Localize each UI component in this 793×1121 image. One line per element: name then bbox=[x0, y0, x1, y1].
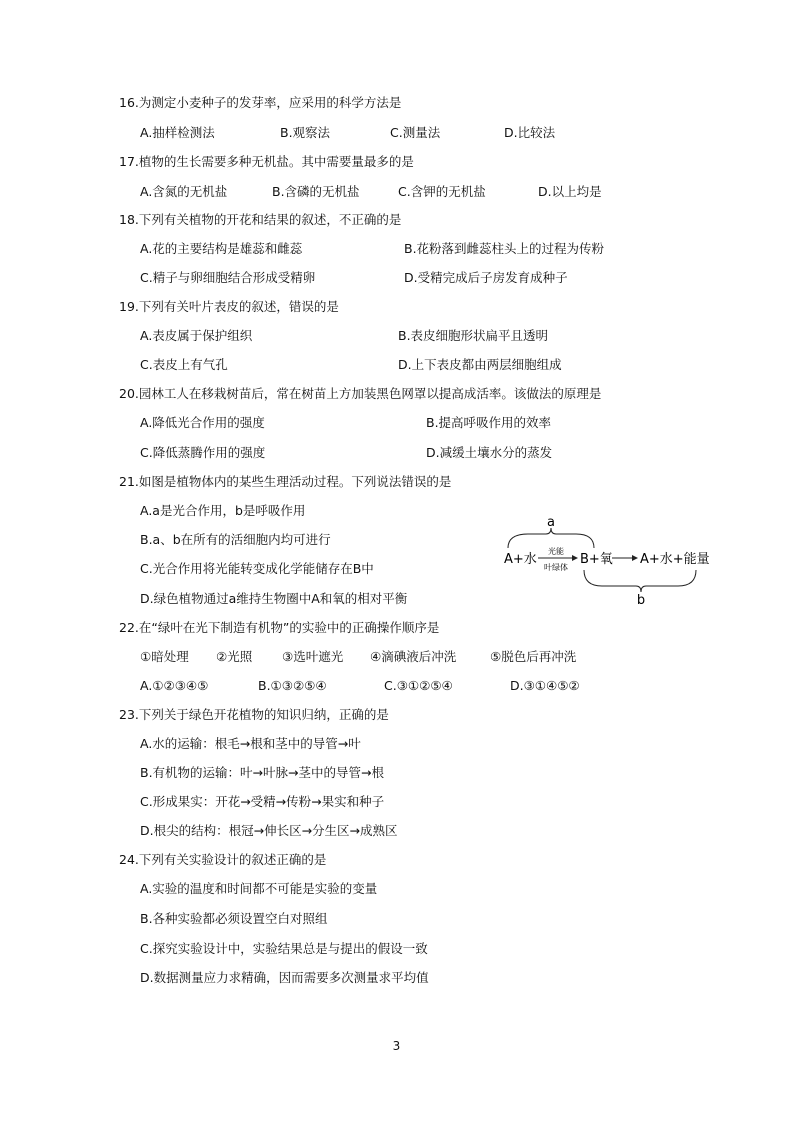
q19-option-a: A.表皮属于保护组织 bbox=[140, 328, 253, 343]
q24-option-b: B.各种实验都必须设置空白对照组 bbox=[140, 911, 328, 926]
q18-option-c: C.精子与卵细胞结合形成受精卵 bbox=[140, 270, 316, 285]
q18-option-a: A.花的主要结构是雄蕊和雌蕊 bbox=[140, 241, 303, 256]
diagram-label-b: b bbox=[636, 593, 646, 608]
q23-option-c: C.形成果实：开花→受精→传粉→果实和种子 bbox=[140, 794, 385, 809]
question-19-stem: 19.下列有关叶片表皮的叙述，错误的是 bbox=[119, 299, 339, 314]
question-17-stem: 17.植物的生长需要多种无机盐。其中需要量最多的是 bbox=[119, 154, 414, 169]
diagram-arrow-1-head bbox=[572, 555, 578, 561]
q22-step-5: ⑤脱色后再冲洗 bbox=[490, 649, 577, 664]
q22-step-3: ③选叶遮光 bbox=[282, 649, 344, 664]
photosynthesis-respiration-diagram bbox=[498, 512, 718, 608]
question-23-stem: 23.下列关于绿色开花植物的知识归纳，正确的是 bbox=[119, 707, 389, 722]
q24-option-d: D.数据测量应力求精确，因而需要多次测量求平均值 bbox=[140, 970, 429, 985]
q16-option-b: B.观察法 bbox=[280, 125, 331, 140]
q20-option-a: A.降低光合作用的强度 bbox=[140, 415, 265, 430]
q16-option-c: C.测量法 bbox=[390, 125, 441, 140]
q21-option-c: C.光合作用将光能转变成化学能储存在B中 bbox=[140, 561, 374, 576]
diagram-brace-bottom bbox=[584, 570, 696, 592]
q22-option-b: B.①③②⑤④ bbox=[258, 678, 327, 693]
diagram-arrow-2-head bbox=[632, 555, 638, 561]
q22-step-2: ②光照 bbox=[216, 649, 253, 664]
q18-option-d: D.受精完成后子房发育成种子 bbox=[404, 270, 568, 285]
q23-option-b: B.有机物的运输：叶→叶脉→茎中的导管→根 bbox=[140, 765, 384, 780]
q20-option-b: B.提高呼吸作用的效率 bbox=[426, 415, 552, 430]
question-20-stem: 20.园林工人在移栽树苗后，常在树苗上方加装黑色网罩以提高成活率。该做法的原理是 bbox=[119, 386, 602, 401]
q22-step-1: ①暗处理 bbox=[140, 649, 189, 664]
q22-step-4: ④滴碘液后冲洗 bbox=[370, 649, 457, 664]
q19-option-b: B.表皮细胞形状扁平且透明 bbox=[398, 328, 549, 343]
q17-option-a: A.含氮的无机盐 bbox=[140, 184, 228, 199]
q23-option-d: D.根尖的结构：根冠→伸长区→分生区→成熟区 bbox=[140, 823, 398, 838]
q17-option-b: B.含磷的无机盐 bbox=[272, 184, 360, 199]
q21-option-d: D.绿色植物通过a维持生物圈中A和氧的相对平衡 bbox=[140, 591, 408, 606]
q18-option-b: B.花粉落到雌蕊柱头上的过程为传粉 bbox=[404, 241, 605, 256]
question-24-stem: 24.下列有关实验设计的叙述正确的是 bbox=[119, 852, 327, 867]
q24-option-a: A.实验的温度和时间都不可能是实验的变量 bbox=[140, 881, 378, 896]
diagram-arrow-bottom-label: 叶绿体 bbox=[544, 563, 568, 572]
q22-option-c: C.③①②⑤④ bbox=[384, 678, 453, 693]
q24-option-c: C.探究实验设计中，实验结果总是与提出的假设一致 bbox=[140, 941, 428, 956]
q19-option-d: D.上下表皮都由两层细胞组成 bbox=[398, 357, 562, 372]
question-21-stem: 21.如图是植物体内的某些生理活动过程。下列说法错误的是 bbox=[119, 474, 452, 489]
diagram-arrow-top-label: 光能 bbox=[548, 547, 564, 556]
diagram-right-formula: A+水+能量 bbox=[640, 552, 710, 567]
page-number: 3 bbox=[392, 1039, 401, 1053]
question-22-stem: 22.在“绿叶在光下制造有机物”的实验中的正确操作顺序是 bbox=[119, 620, 440, 635]
q20-option-c: C.降低蒸腾作用的强度 bbox=[140, 445, 266, 460]
q20-option-d: D.减缓土壤水分的蒸发 bbox=[426, 445, 553, 460]
q17-option-c: C.含钾的无机盐 bbox=[398, 184, 486, 199]
q23-option-a: A.水的运输：根毛→根和茎中的导管→叶 bbox=[140, 736, 361, 751]
diagram-left-formula: A+水 bbox=[504, 552, 537, 567]
q19-option-c: C.表皮上有气孔 bbox=[140, 357, 228, 372]
diagram-label-a: a bbox=[547, 515, 555, 530]
q22-option-d: D.③①④⑤② bbox=[510, 678, 580, 693]
q21-option-a: A.a是光合作用，b是呼吸作用 bbox=[140, 503, 306, 518]
question-18-stem: 18.下列有关植物的开花和结果的叙述，不正确的是 bbox=[119, 212, 402, 227]
question-16-stem: 16.为测定小麦种子的发芽率，应采用的科学方法是 bbox=[119, 95, 402, 110]
q17-option-d: D.以上均是 bbox=[538, 184, 602, 199]
q16-option-a: A.抽样检测法 bbox=[140, 125, 215, 140]
diagram-middle-formula: B+氧 bbox=[580, 552, 613, 567]
q16-option-d: D.比较法 bbox=[504, 125, 556, 140]
q21-option-b: B.a、b在所有的活细胞内均可进行 bbox=[140, 532, 331, 547]
diagram-brace-top bbox=[508, 528, 594, 548]
q22-option-a: A.①②③④⑤ bbox=[140, 678, 209, 693]
